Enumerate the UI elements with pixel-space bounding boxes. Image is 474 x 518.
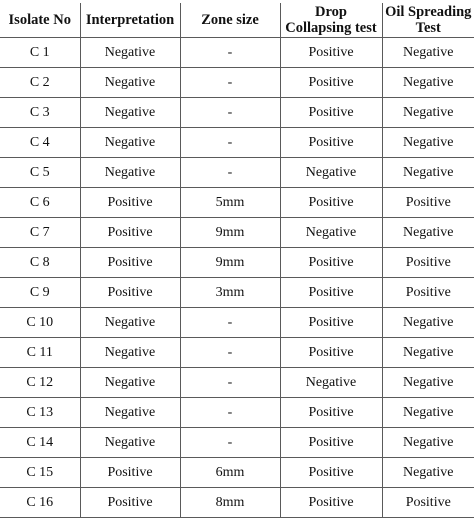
table-row [0, 458, 474, 488]
cell-zone-size: 5mm [180, 188, 280, 218]
cell-isolate-no: C 4 [0, 128, 80, 158]
cell-zone-size: - [180, 338, 280, 368]
cell-isolate-no: C 8 [0, 248, 80, 278]
table-row [0, 278, 474, 308]
cell-isolate-no: C 13 [0, 398, 80, 428]
table-row [0, 98, 474, 128]
table-row [0, 128, 474, 158]
cell-isolate-no: C 5 [0, 158, 80, 188]
table-row [0, 428, 474, 458]
cell-drop-collapsing: Positive [280, 428, 382, 458]
table-row [0, 398, 474, 428]
cell-drop-collapsing: Negative [280, 368, 382, 398]
cell-drop-collapsing: Positive [280, 278, 382, 308]
table-row [0, 188, 474, 218]
table-row [0, 38, 474, 68]
cell-zone-size: - [180, 368, 280, 398]
cell-zone-size: - [180, 428, 280, 458]
header-line: Interpretation [85, 12, 175, 28]
cell-oil-spreading: Positive [382, 488, 474, 518]
cell-isolate-no: C 10 [0, 308, 80, 338]
cell-oil-spreading: Negative [382, 428, 474, 458]
header-line: Oil Spreading [385, 4, 472, 20]
cell-isolate-no: C 9 [0, 278, 80, 308]
header-drop-collapsing-test [280, 3, 382, 38]
cell-isolate-no: C 3 [0, 98, 80, 128]
cell-zone-size: 9mm [180, 218, 280, 248]
cell-interpretation: Negative [80, 338, 180, 368]
cell-oil-spreading: Negative [382, 458, 474, 488]
cell-oil-spreading: Negative [382, 398, 474, 428]
table-row [0, 338, 474, 368]
cell-isolate-no: C 14 [0, 428, 80, 458]
table-row [0, 248, 474, 278]
table-row [0, 368, 474, 398]
header-row [0, 3, 474, 38]
cell-zone-size: 6mm [180, 458, 280, 488]
header-line: Test [415, 20, 441, 36]
cell-drop-collapsing: Positive [280, 308, 382, 338]
cell-zone-size: - [180, 308, 280, 338]
table-body [0, 38, 474, 518]
cell-zone-size: 9mm [180, 248, 280, 278]
cell-zone-size: - [180, 38, 280, 68]
cell-drop-collapsing: Positive [280, 188, 382, 218]
cell-interpretation: Negative [80, 68, 180, 98]
cell-oil-spreading: Negative [382, 308, 474, 338]
cell-oil-spreading: Negative [382, 218, 474, 248]
cell-oil-spreading: Negative [382, 68, 474, 98]
cell-drop-collapsing: Positive [280, 458, 382, 488]
header-line: Zone size [201, 12, 259, 28]
cell-drop-collapsing: Negative [280, 218, 382, 248]
cell-interpretation: Negative [80, 368, 180, 398]
header-isolate-no [0, 3, 80, 38]
cell-oil-spreading: Negative [382, 128, 474, 158]
cell-interpretation: Positive [80, 278, 180, 308]
table-row [0, 308, 474, 338]
header-line: Drop [315, 4, 347, 20]
cell-oil-spreading: Positive [382, 248, 474, 278]
cell-drop-collapsing: Positive [280, 398, 382, 428]
cell-zone-size: - [180, 398, 280, 428]
table-row [0, 488, 474, 518]
cell-isolate-no: C 7 [0, 218, 80, 248]
cell-isolate-no: C 15 [0, 458, 80, 488]
cell-interpretation: Negative [80, 428, 180, 458]
cell-oil-spreading: Negative [382, 158, 474, 188]
cell-interpretation: Negative [80, 128, 180, 158]
cell-isolate-no: C 12 [0, 368, 80, 398]
table-row [0, 68, 474, 98]
cell-drop-collapsing: Positive [280, 248, 382, 278]
cell-zone-size: - [180, 98, 280, 128]
cell-zone-size: 8mm [180, 488, 280, 518]
cell-drop-collapsing: Positive [280, 488, 382, 518]
cell-interpretation: Positive [80, 188, 180, 218]
cell-interpretation: Negative [80, 98, 180, 128]
cell-interpretation: Negative [80, 158, 180, 188]
table-header [0, 3, 474, 38]
cell-interpretation: Negative [80, 308, 180, 338]
table-row [0, 218, 474, 248]
cell-isolate-no: C 6 [0, 188, 80, 218]
cell-drop-collapsing: Positive [280, 38, 382, 68]
cell-oil-spreading: Positive [382, 188, 474, 218]
cell-oil-spreading: Negative [382, 338, 474, 368]
header-line: Isolate No [8, 12, 71, 28]
cell-drop-collapsing: Positive [280, 338, 382, 368]
cell-interpretation: Positive [80, 488, 180, 518]
cell-interpretation: Negative [80, 398, 180, 428]
cell-interpretation: Positive [80, 248, 180, 278]
cell-drop-collapsing: Positive [280, 68, 382, 98]
cell-drop-collapsing: Positive [280, 98, 382, 128]
cell-drop-collapsing: Negative [280, 158, 382, 188]
cell-isolate-no: C 11 [0, 338, 80, 368]
header-interpretation [80, 3, 180, 38]
cell-interpretation: Positive [80, 458, 180, 488]
cell-oil-spreading: Negative [382, 98, 474, 128]
cell-isolate-no: C 16 [0, 488, 80, 518]
header-zone-size [180, 3, 280, 38]
header-oil-spreading-test [382, 3, 474, 38]
cell-interpretation: Negative [80, 38, 180, 68]
cell-oil-spreading: Negative [382, 368, 474, 398]
table-row [0, 158, 474, 188]
cell-zone-size: 3mm [180, 278, 280, 308]
cell-oil-spreading: Positive [382, 278, 474, 308]
cell-isolate-no: C 2 [0, 68, 80, 98]
cell-oil-spreading: Negative [382, 38, 474, 68]
cell-drop-collapsing: Positive [280, 128, 382, 158]
cell-zone-size: - [180, 128, 280, 158]
header-line: Collapsing test [285, 20, 377, 36]
cell-zone-size: - [180, 68, 280, 98]
cell-isolate-no: C 1 [0, 38, 80, 68]
cell-interpretation: Positive [80, 218, 180, 248]
results-table [0, 3, 474, 518]
cell-zone-size: - [180, 158, 280, 188]
